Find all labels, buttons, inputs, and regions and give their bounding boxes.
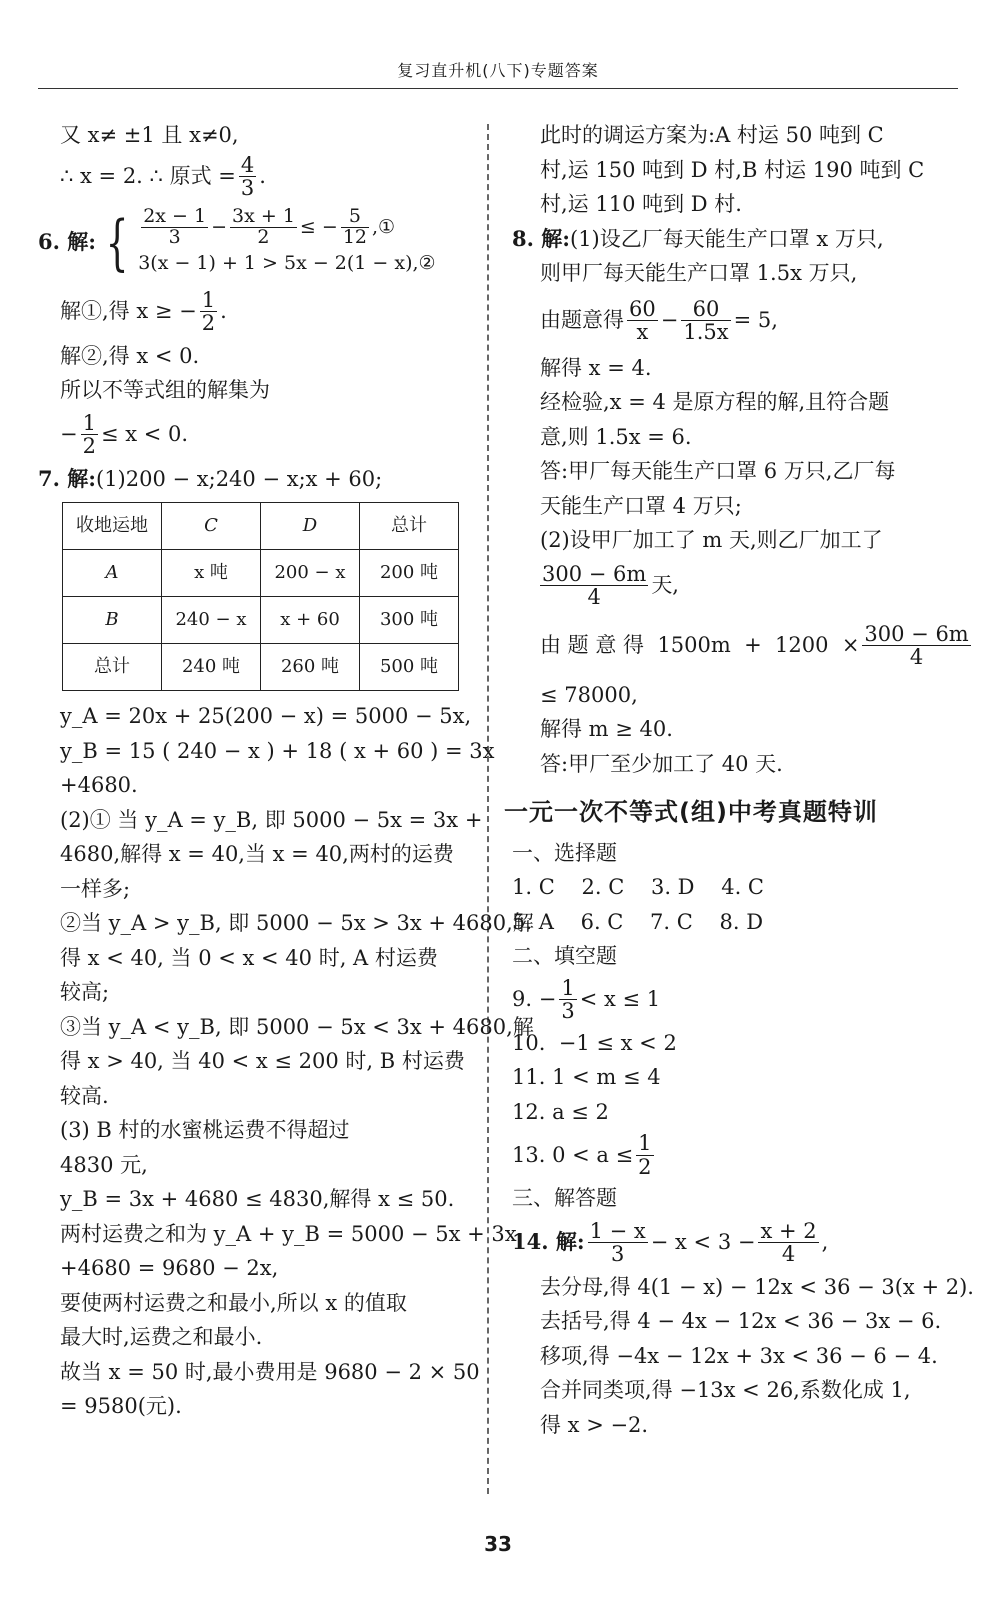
table-cell: 300 吨 [360, 597, 459, 644]
table-header-cell: 总计 [360, 503, 459, 550]
text-line: 较高; [60, 980, 110, 1004]
q14-line: 14. 解: $\frac{1 - x}{3}$ − x < 3 − $\frac{x + 2}{4}$ , [512, 1218, 829, 1266]
table-cell: 240 − x [162, 597, 261, 644]
text-line: 意,则 1.5x = 6. [540, 424, 692, 449]
text-line: 答:甲厂至少加工了 40 天. [540, 751, 783, 776]
table-cell: B [63, 597, 162, 644]
answer-line: 1. C 2. C 3. D 4. C [512, 875, 764, 899]
text-line: 经检验,x = 4 是原方程的解,且符合题 [540, 390, 890, 414]
text-line: ③当 y_A < y_B, 即 5000 − 5x < 3x + 4680,解 [60, 1014, 534, 1039]
text-line: 解①,得 x ≥ − $\frac{1}{2}$ . [60, 287, 227, 335]
table-header-cell: D [261, 503, 360, 550]
table-row [63, 597, 459, 644]
q6-row1: $\frac{2x - 1}{3}$ − $\frac{3x + 1}{2}$ ≤ − $\frac{5}{12}$ ,① [143, 205, 396, 248]
q7-label: 7. 解: [38, 465, 96, 491]
table-cell: A [63, 550, 162, 597]
text-line: 4680,解得 x = 40,当 x = 40,两村的运费 [60, 842, 454, 866]
answer-line: 5. A 6. C 7. C 8. D [512, 909, 764, 934]
text-line: 由 题 意 得 1500m + 1200 × $\frac{300 - 6m}{4}$ [540, 621, 969, 669]
table-cell: 200 − x [261, 550, 360, 597]
table-header-row [63, 503, 459, 550]
text-line: ≤ 78000, [540, 682, 638, 707]
text-line: y_B = 3x + 4680 ≤ 4830,解得 x ≤ 50. [60, 1187, 455, 1211]
table-row [63, 644, 459, 691]
table-header-cell: C [162, 503, 261, 550]
text-line: = 9580(元). [60, 1394, 182, 1418]
answer-line: 11. 1 < m ≤ 4 [512, 1065, 661, 1089]
subsection-heading: 三、解答题 [512, 1186, 617, 1210]
text-line: $\frac{300 - 6m}{4}$ 天, [542, 561, 679, 609]
page-number: 33 [484, 1532, 512, 1556]
subsection-heading: 一、选择题 [512, 840, 617, 865]
q6-row2: 3(x − 1) + 1 > 5x − 2(1 − x),② [138, 251, 436, 274]
shipping-table [62, 502, 459, 691]
text-line: 村,运 110 吨到 D 村. [540, 192, 742, 216]
header-title: 复习直升机(八下)专题答案 [397, 61, 599, 80]
q8-line: 8. 解:(1)设乙厂每天能生产口罩 x 万只, [512, 225, 884, 251]
table-cell: 200 吨 [360, 550, 459, 597]
text-line: 得 x < 40, 当 0 < x < 40 时, A 村运费 [60, 945, 438, 970]
text-line: 4830 元, [60, 1152, 148, 1177]
text-line: 一样多; [60, 876, 131, 901]
right-column [504, 118, 974, 1442]
text-line: ②当 y_A > y_B, 即 5000 − 5x > 3x + 4680,解 [60, 911, 534, 935]
text-line: 则甲厂每天能生产口罩 1.5x 万只, [540, 261, 858, 285]
table-cell: 260 吨 [261, 644, 360, 691]
text-line: 故当 x = 50 时,最小费用是 9680 − 2 × 50 [60, 1359, 480, 1384]
text-line: (3) B 村的水蜜桃运费不得超过 [60, 1118, 350, 1142]
answer-line: 13. 0 < a ≤ $\frac{1}{2}$ [512, 1131, 652, 1179]
text-line: − $\frac{1}{2}$ ≤ x < 0. [60, 410, 189, 458]
left-column [38, 118, 534, 1424]
answer-line: 9. − $\frac{1}{3}$ < x ≤ 1 [512, 975, 661, 1023]
text-line: +4680 = 9680 − 2x, [60, 1256, 279, 1280]
text-line: 最大时,运费之和最小. [60, 1325, 263, 1349]
text-line: ∴ x = 2. ∴ 原式 = $\frac{4}{3}$ . [60, 152, 266, 200]
section-title: 一元一次不等式(组)中考真题特训 [504, 798, 878, 826]
text-line: +4680. [60, 773, 138, 797]
text-line: 由题意得 $\frac{60}{x}$ − $\frac{60}{1.5x}$ = 5, [540, 296, 778, 344]
table-cell: x 吨 [162, 550, 261, 597]
table-cell: 240 吨 [162, 644, 261, 691]
subsection-heading: 二、填空题 [512, 944, 617, 968]
text-line: 较高. [60, 1083, 109, 1108]
q7-line: 7. 解:(1)200 − x;240 − x;x + 60; [38, 465, 383, 491]
q6-label: 6. 解: [38, 229, 96, 255]
answer-line: 12. a ≤ 2 [512, 1099, 609, 1124]
text-line: 合并同类项,得 −13x < 26,系数化成 1, [540, 1378, 911, 1402]
text-line: 要使两村运费之和最小,所以 x 的值取 [60, 1290, 407, 1315]
text-line: y_B = 15 ( 240 − x ) + 18 ( x + 60 ) = 3x [60, 738, 495, 763]
text-line: 去括号,得 4 − 4x − 12x < 36 − 3x − 6. [540, 1309, 942, 1333]
column-divider [487, 124, 489, 1494]
text-line: 解②,得 x < 0. [60, 343, 200, 368]
text-line: 解得 x = 4. [540, 355, 652, 380]
text-line: 此时的调运方案为:A 村运 50 吨到 C [540, 123, 884, 147]
text-line: (2)① 当 y_A = y_B, 即 5000 − 5x = 3x + [60, 807, 483, 832]
text-line: (2)设甲厂加工了 m 天,则乙厂加工了 [540, 528, 883, 552]
q8-label: 8. 解: [512, 225, 570, 251]
text-line: 移项,得 −4x − 12x + 3x < 36 − 6 − 4. [540, 1343, 938, 1368]
text-line: 得 x > 40, 当 40 < x ≤ 200 时, B 村运费 [60, 1049, 465, 1073]
answer-line: 10. −1 ≤ x < 2 [512, 1030, 677, 1055]
table-cell: 总计 [63, 644, 162, 691]
page-header [38, 54, 958, 89]
text-line: 所以不等式组的解集为 [60, 378, 270, 402]
table-cell: 500 吨 [360, 644, 459, 691]
q6-system [38, 201, 470, 285]
text-line: 去分母,得 4(1 − x) − 12x < 36 − 3(x + 2). [540, 1274, 974, 1299]
table-header-cell: 收地运地 [63, 503, 162, 550]
text-line: 两村运费之和为 y_A + y_B = 5000 − 5x + 3x [60, 1221, 517, 1246]
text-line: 村,运 150 吨到 D 村,B 村运 190 吨到 C [540, 157, 925, 182]
text-line: 天能生产口罩 4 万只; [540, 493, 742, 518]
table-cell: x + 60 [261, 597, 360, 644]
table-row [63, 550, 459, 597]
brace-symbol: { [105, 207, 129, 278]
text-line: y_A = 20x + 25(200 − x) = 5000 − 5x, [60, 704, 472, 728]
text-line: 答:甲厂每天能生产口罩 6 万只,乙厂每 [540, 459, 896, 483]
fraction: $\frac{4}{3}$ [240, 152, 255, 200]
text-line: 得 x > −2. [540, 1412, 649, 1437]
text-line: 又 x≠ ±1 且 x≠0, [60, 123, 239, 147]
text-line: 解得 m ≥ 40. [540, 717, 673, 741]
